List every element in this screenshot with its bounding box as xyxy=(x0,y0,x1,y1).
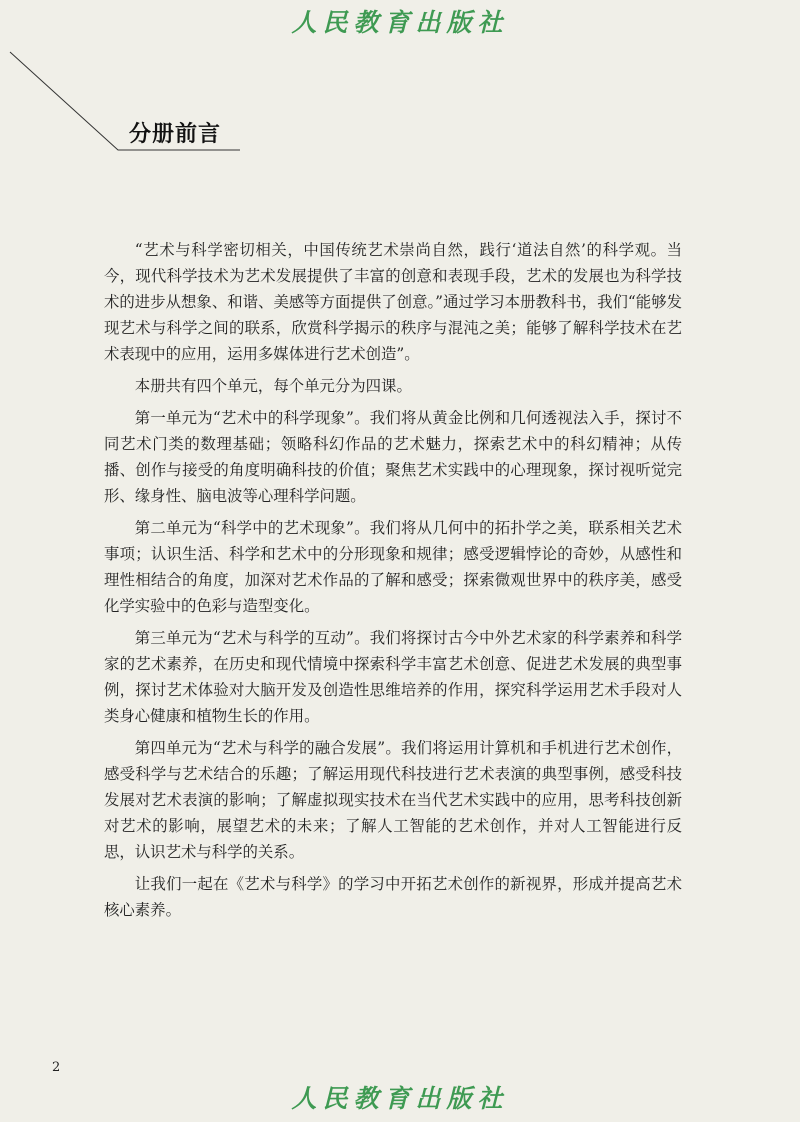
paragraph: 本册共有四个单元，每个单元分为四课。 xyxy=(134,377,412,395)
preface-body xyxy=(104,237,682,929)
paragraph: 第一单元为“艺术中的科学现象”。我们将从黄金比例和几何透视法入手，探讨不同艺术门类的数理基础；领略科幻作品的艺术魅力，探索艺术中的科幻精神；从传播、创作与接受的角度明确科技的价值；聚焦艺术实践中的心理现象，探讨视听觉完形、缘身性、脑电波等心理科学问题。 xyxy=(104,409,682,505)
paragraph: 让我们一起在《艺术与科学》的学习中开拓艺术创作的新视界，形成并提高艺术核心素养。 xyxy=(104,875,682,919)
page-title: 分册前言 xyxy=(129,121,222,147)
paragraph: “艺术与科学密切相关，中国传统艺术崇尚自然，践行‘道法自然’的科学观。当今，现代科学技术为艺术发展提供了丰富的创意和表现手段，艺术的发展也为科学技术的进步从想象、和谐、美感等方面提供了创意。”通过学习本册教科书，我们“能够发现艺术与科学之间的联系，欣赏科学揭示的秩序与混沌之美；能够了解科学技术在艺术表现中的应用，运用多媒体进行艺术创造”。 xyxy=(104,241,682,363)
header-publisher-logo: 人民教育出版社 xyxy=(291,8,509,37)
paragraph: 第四单元为“艺术与科学的融合发展”。我们将运用计算机和手机进行艺术创作，感受科学与艺术结合的乐趣；了解运用现代科技进行艺术表演的典型事例，感受科技发展对艺术表演的影响；了解虚拟现实技术在当代艺术实践中的应用，思考科技创新对艺术的影响，展望艺术的未来；了解人工智能的艺术创作，并对人工智能进行反思，认识艺术与科学的关系。 xyxy=(104,739,682,861)
paragraph: 第三单元为“艺术与科学的互动”。我们将探讨古今中外艺术家的科学素养和科学家的艺术素养，在历史和现代情境中探索科学丰富艺术创意、促进艺术发展的典型事例，探讨艺术体验对大脑开发及创造性思维培养的作用，探究科学运用艺术手段对人类身心健康和植物生长的作用。 xyxy=(104,629,682,725)
footer-publisher-logo: 人民教育出版社 xyxy=(291,1084,509,1113)
paragraph: 第二单元为“科学中的艺术现象”。我们将从几何中的拓扑学之美，联系相关艺术事项；认识生活、科学和艺术中的分形现象和规律；感受逻辑悖论的奇妙，从感性和理性相结合的角度，加深对艺术作品的了解和感受；探索微观世界中的秩序美，感受化学实验中的色彩与造型变化。 xyxy=(104,519,682,615)
page-number: 2 xyxy=(52,1060,61,1075)
